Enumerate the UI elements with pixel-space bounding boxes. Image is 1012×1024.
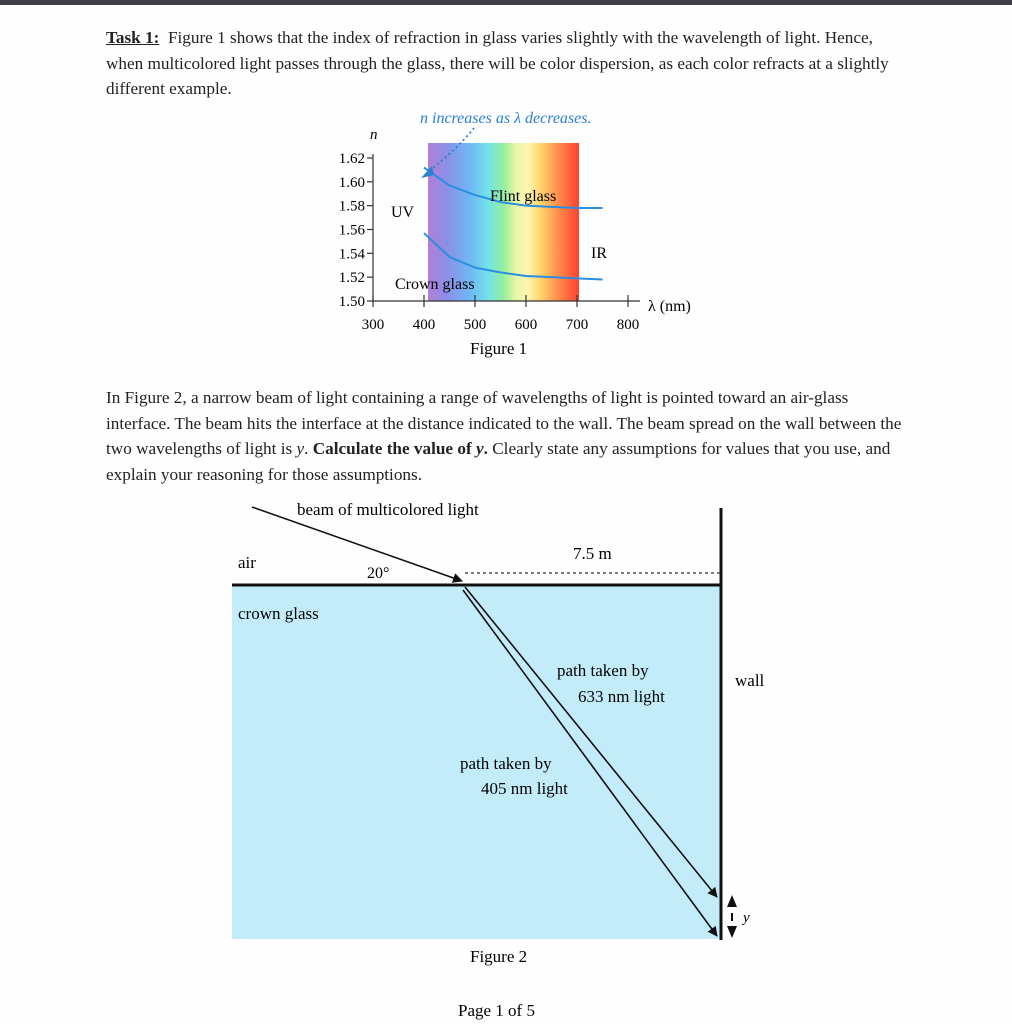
spread-arrow-up — [727, 895, 737, 907]
page-number: Page 1 of 5 — [458, 1001, 535, 1020]
figure2-caption: Figure 2 — [470, 947, 528, 966]
y-axis-label: n — [370, 127, 378, 143]
task2-text-a: In Figure 2, a narrow beam of light containing a range of wavelengths of light is pointed toward an air-glass interface. The beam hits the interface at the distance indicated to the wall. The beam spread on the wall between the two wavelengths of light is — [106, 388, 902, 459]
x-tick-label: 400 — [412, 317, 436, 333]
y-tick-label: 1.54 — [338, 246, 365, 263]
spread-arrow-down — [727, 926, 737, 938]
wall-label: wall — [735, 671, 765, 690]
n-annotation: n increases as λ decreases. — [420, 110, 592, 127]
task2-text-c: Clearly state any assumptions for values that you use, and explain your reasoning for those assumptions. — [106, 439, 891, 485]
x-tick-label: 300 — [361, 317, 385, 333]
task2-bold-instruction: Calculate the value of y. — [312, 439, 488, 459]
crown-glass-label: Crown glass — [395, 276, 475, 293]
uv-region-label: UV — [391, 204, 415, 221]
x-tick-label: 700 — [565, 317, 589, 333]
task2-paragraph: In Figure 2, a narrow beam of light containing a range of wavelengths of light is pointed toward an air-glass interface. The beam hits the interface at the distance indicated to the wall. The beam spread on the wall between the two wavelengths of light is y. Calculate the value of y. Clearly state any assumptions for values that you use, and explain your reasoning for those assumptions. — [106, 388, 902, 485]
glass-label: crown glass — [238, 604, 319, 623]
y-tick-label: 1.50 — [338, 294, 365, 310]
path405-line2: 405 nm light — [481, 779, 568, 798]
x-tick-label: 500 — [463, 317, 487, 333]
figure1-caption: Figure 1 — [470, 339, 528, 358]
x-axis-label: λ (nm) — [648, 298, 691, 315]
path405-line1: path taken by — [460, 754, 552, 773]
x-tick-label: 600 — [514, 317, 538, 333]
path633-line1: path taken by — [557, 661, 649, 680]
y-tick-label: 1.60 — [338, 174, 365, 191]
y-tick-label: 1.56 — [338, 222, 365, 239]
y-tick-label: 1.58 — [338, 198, 365, 215]
ir-region-label: IR — [591, 245, 607, 262]
y-tick-label: 1.62 — [338, 151, 365, 167]
task1-label: Task 1: — [106, 28, 160, 47]
y-label: y — [743, 910, 750, 926]
x-tick-label: 800 — [616, 317, 640, 333]
angle-label: 20° — [367, 565, 390, 582]
y-tick-label: 1.52 — [338, 270, 365, 287]
task2-var-y: y — [296, 439, 305, 459]
flint-glass-label: Flint glass — [490, 188, 557, 205]
air-label: air — [238, 553, 256, 572]
distance-label: 7.5 m — [573, 544, 612, 563]
path633-line2: 633 nm light — [578, 687, 665, 706]
beam-label: beam of multicolored light — [297, 500, 479, 519]
task1-text: Figure 1 shows that the index of refraction in glass varies slightly with the wavelength of light. Hence, when multicolored light passes through the glass, there will be color dispersion, as each color refracts at a slightly different example. — [106, 28, 889, 99]
